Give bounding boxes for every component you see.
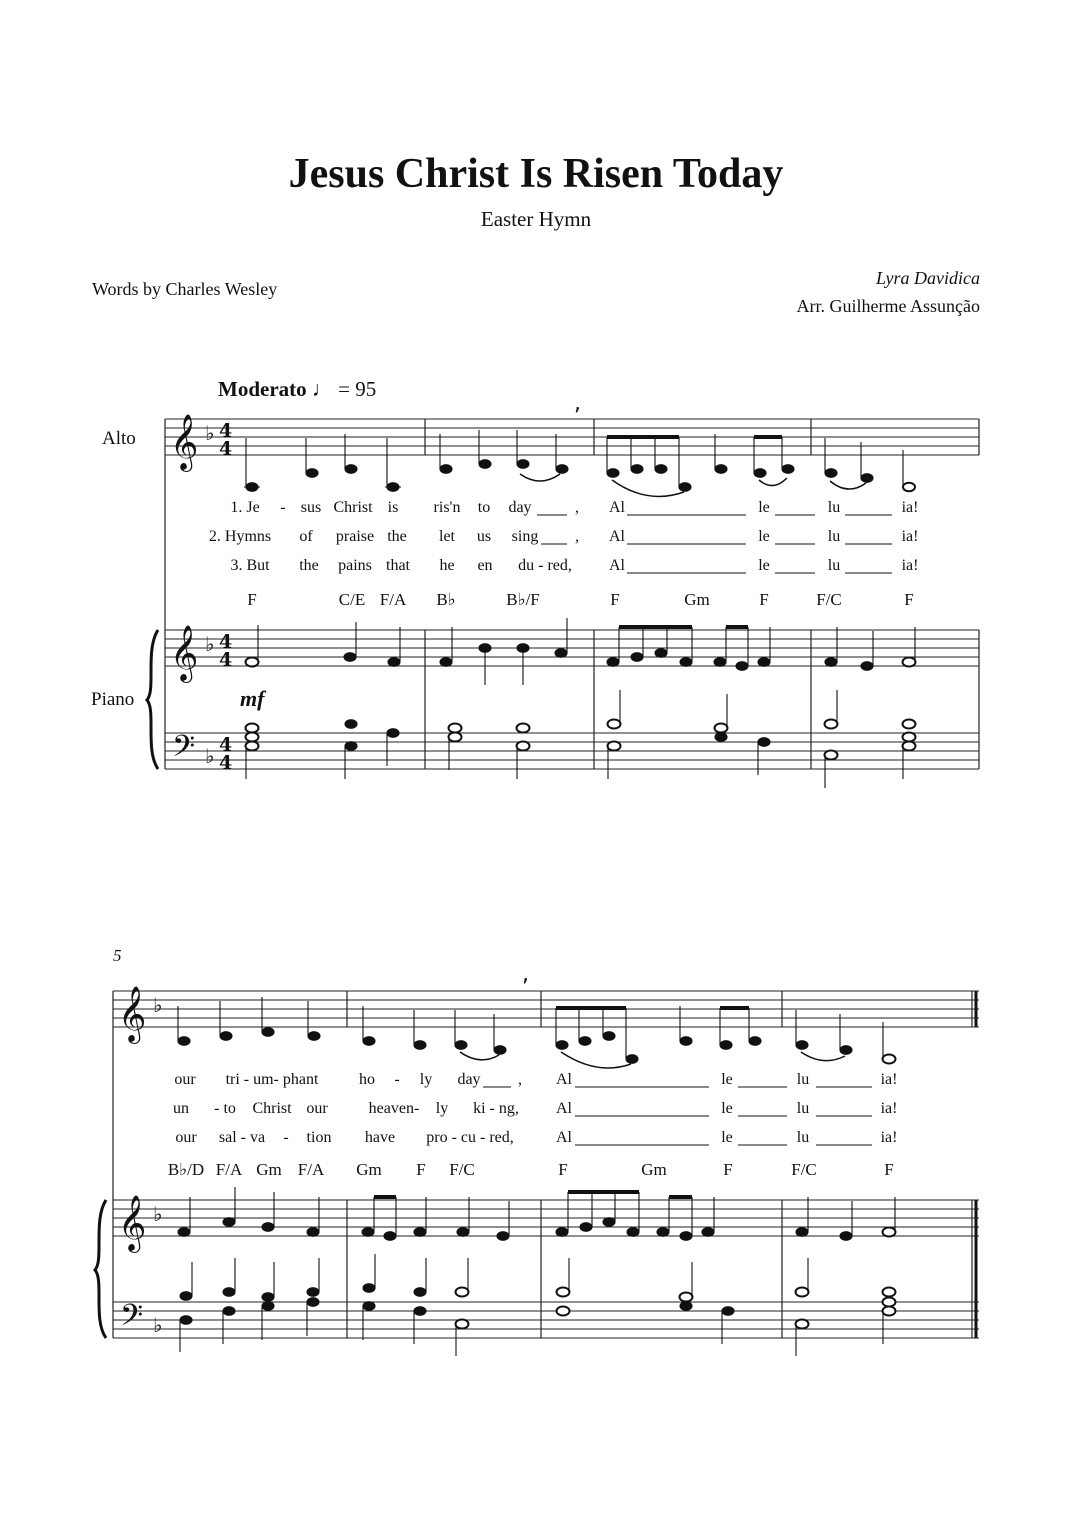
lyric-syllable: Al (609, 499, 625, 516)
barlines-system-1 (165, 419, 979, 769)
lyric-syllable: us (476, 528, 492, 545)
lyric-extenders (483, 515, 892, 1145)
time-signature: 4 (219, 734, 233, 756)
lyric-syllable: let (439, 528, 455, 545)
lyric-syllable: ia! (901, 499, 919, 516)
treble-clef-icon: 𝄞 (170, 414, 199, 470)
time-signature: 4 (219, 420, 233, 442)
lyric-syllable: , (575, 499, 579, 516)
lyric-syllable: day (508, 499, 532, 516)
lyric-syllable: en (477, 557, 493, 574)
alto-notes-system-1 (244, 430, 915, 496)
lyric-syllable: le (758, 557, 770, 574)
lyric-syllable: du - red, (518, 557, 572, 574)
chord-symbol: F (759, 590, 769, 609)
alto-staff-system-1 (165, 419, 979, 455)
chord-symbol: C/E (338, 590, 366, 609)
lyric-syllable: that (386, 557, 410, 574)
lyric-syllable: , (518, 1071, 522, 1088)
lyric-syllable: Al (609, 528, 625, 545)
lyric-syllable: ly (435, 1100, 449, 1117)
flat-icon: ♭ (153, 1313, 163, 1337)
lyric-syllable: day (457, 1071, 481, 1088)
piano-notes-system-2 (178, 1187, 896, 1356)
chord-symbol: Gm (256, 1160, 282, 1179)
lyric-syllable: - (283, 1129, 289, 1146)
lyric-syllable: Al (556, 1071, 572, 1088)
chord-symbol: F/A (379, 590, 407, 609)
piano-brace-system-2 (95, 1200, 106, 1338)
lyric-syllable: lu (796, 1129, 810, 1146)
lyric-syllable: Al (556, 1100, 572, 1117)
treble-clef-icon: 𝄞 (118, 986, 147, 1042)
flat-icon: ♭ (205, 744, 215, 768)
alto-label: Alto (102, 428, 136, 449)
lyric-syllable: of (299, 528, 313, 545)
time-signature: 4 (219, 631, 233, 653)
page-subtitle: Easter Hymn (480, 207, 592, 231)
lyric-syllable: our (174, 1071, 196, 1088)
lyric-syllable: pro - cu - red, (426, 1129, 514, 1146)
lyric-syllable: ia! (880, 1071, 898, 1088)
flat-icon: ♭ (153, 993, 163, 1017)
page-title: Jesus Christ Is Risen Today (288, 151, 784, 197)
lyric-syllable: tri - um- phant (225, 1071, 319, 1088)
lyric-syllable: have (364, 1129, 396, 1146)
chord-symbol: F/C (449, 1160, 475, 1179)
lyric-syllable: ris'n (433, 499, 461, 516)
lyric-syllable: le (721, 1129, 733, 1146)
treble-clef-icon: 𝄞 (118, 1195, 147, 1251)
lyric-syllable: sing (511, 528, 539, 545)
lyric-syllable: ly (419, 1071, 433, 1088)
lyric-syllable: sus (300, 499, 322, 516)
barlines-system-2 (113, 991, 972, 1338)
piano-bass-staff-system-2 (113, 1302, 979, 1338)
composer-credit: Lyra Davidica (876, 268, 980, 288)
time-signature: 4 (219, 649, 233, 671)
lyric-syllable: un (173, 1100, 189, 1117)
piano-label: Piano (91, 689, 135, 710)
lyric-syllable: le (758, 528, 770, 545)
lyric-syllable: 1. Je (230, 499, 260, 516)
lyric-syllable: praise (335, 528, 375, 545)
chord-symbol: F (558, 1160, 568, 1179)
lyric-syllable: ia! (901, 528, 919, 545)
piano-notes-system-1 (246, 618, 916, 788)
lyric-syllable: lu (796, 1071, 810, 1088)
breath-mark: , (522, 962, 529, 987)
lyric-syllable: lu (827, 557, 841, 574)
breath-mark: , (574, 391, 581, 416)
tempo-bpm: = 95 (338, 377, 377, 401)
chord-symbol: B♭/D (167, 1160, 205, 1179)
chord-symbol: F (884, 1160, 894, 1179)
time-signature: 4 (219, 438, 233, 460)
lyric-syllable: our (175, 1129, 197, 1146)
alto-staff-system-2 (113, 991, 979, 1027)
bass-clef-icon: 𝄢 (172, 730, 196, 771)
piano-bass-staff-system-1 (165, 733, 979, 769)
chord-symbol: B♭/F (506, 590, 540, 609)
lyric-syllable: ia! (880, 1129, 898, 1146)
lyric-syllable: 3. But (230, 557, 270, 574)
arranger-credit: Arr. Guilherme Assunção (796, 296, 980, 316)
chord-symbol: F (610, 590, 620, 609)
flat-icon: ♭ (205, 421, 215, 445)
lyric-syllable: ia! (901, 557, 919, 574)
chord-symbol: F (723, 1160, 733, 1179)
lyric-syllable: he (439, 557, 455, 574)
lyric-syllable: 2. Hymns (208, 528, 272, 545)
lyric-syllable: is (387, 499, 399, 516)
lyric-syllable: Christ (252, 1100, 292, 1117)
chord-symbol: F/C (791, 1160, 817, 1179)
chord-symbol: Gm (641, 1160, 667, 1179)
lyric-syllable: - to (214, 1100, 236, 1117)
dynamic-marking: mf (240, 686, 265, 711)
lyric-syllable: - (280, 499, 286, 516)
lyric-syllable: le (721, 1100, 733, 1117)
chord-symbol: Gm (684, 590, 710, 609)
piano-treble-staff-system-1 (165, 630, 979, 666)
bass-clef-icon: 𝄢 (120, 1299, 144, 1340)
chord-symbol: Gm (356, 1160, 382, 1179)
lyric-syllable: ia! (880, 1100, 898, 1117)
lyric-syllable: le (721, 1071, 733, 1088)
chord-symbol: F (904, 590, 914, 609)
lyric-syllable: sal - va (218, 1129, 266, 1146)
lyric-syllable: Al (609, 557, 625, 574)
chord-symbol: F (416, 1160, 426, 1179)
lyric-syllable: Christ (333, 499, 373, 516)
quarter-note-icon: ♩ (311, 377, 333, 401)
piano-brace-system-1 (147, 630, 158, 769)
chord-symbol: F (247, 590, 257, 609)
chord-symbol: B♭ (436, 590, 456, 609)
lyric-syllable: le (758, 499, 770, 516)
lyric-syllable: , (575, 528, 579, 545)
lyric-syllable: to (477, 499, 491, 516)
lyric-syllable: tion (306, 1129, 332, 1146)
flat-icon: ♭ (205, 632, 215, 656)
measure-number: 5 (113, 946, 122, 965)
lyric-syllable: lu (796, 1100, 810, 1117)
lyric-syllable: lu (827, 528, 841, 545)
lyric-syllable: lu (827, 499, 841, 516)
lyric-syllable: ho (359, 1071, 375, 1088)
lyric-syllable: heaven- (368, 1100, 420, 1117)
lyric-syllable: pains (338, 557, 372, 574)
lyric-syllable: Al (556, 1129, 572, 1146)
piano-treble-staff-system-2 (113, 1200, 979, 1236)
lyric-syllable: - (394, 1071, 400, 1088)
lyricist-credit: Words by Charles Wesley (92, 279, 278, 299)
chord-symbol: F/A (215, 1160, 243, 1179)
alto-notes-system-2 (178, 997, 896, 1068)
flat-icon: ♭ (153, 1202, 163, 1226)
lyric-syllable: the (387, 528, 407, 545)
tempo-text: Moderato (218, 377, 307, 401)
time-signature: 4 (219, 752, 233, 774)
chord-symbol: F/C (816, 590, 842, 609)
chord-symbol: F/A (297, 1160, 325, 1179)
lyric-syllable: our (306, 1100, 328, 1117)
lyric-syllable: the (299, 557, 319, 574)
lyric-syllable: ki - ng, (473, 1100, 519, 1117)
treble-clef-icon: 𝄞 (170, 625, 199, 681)
